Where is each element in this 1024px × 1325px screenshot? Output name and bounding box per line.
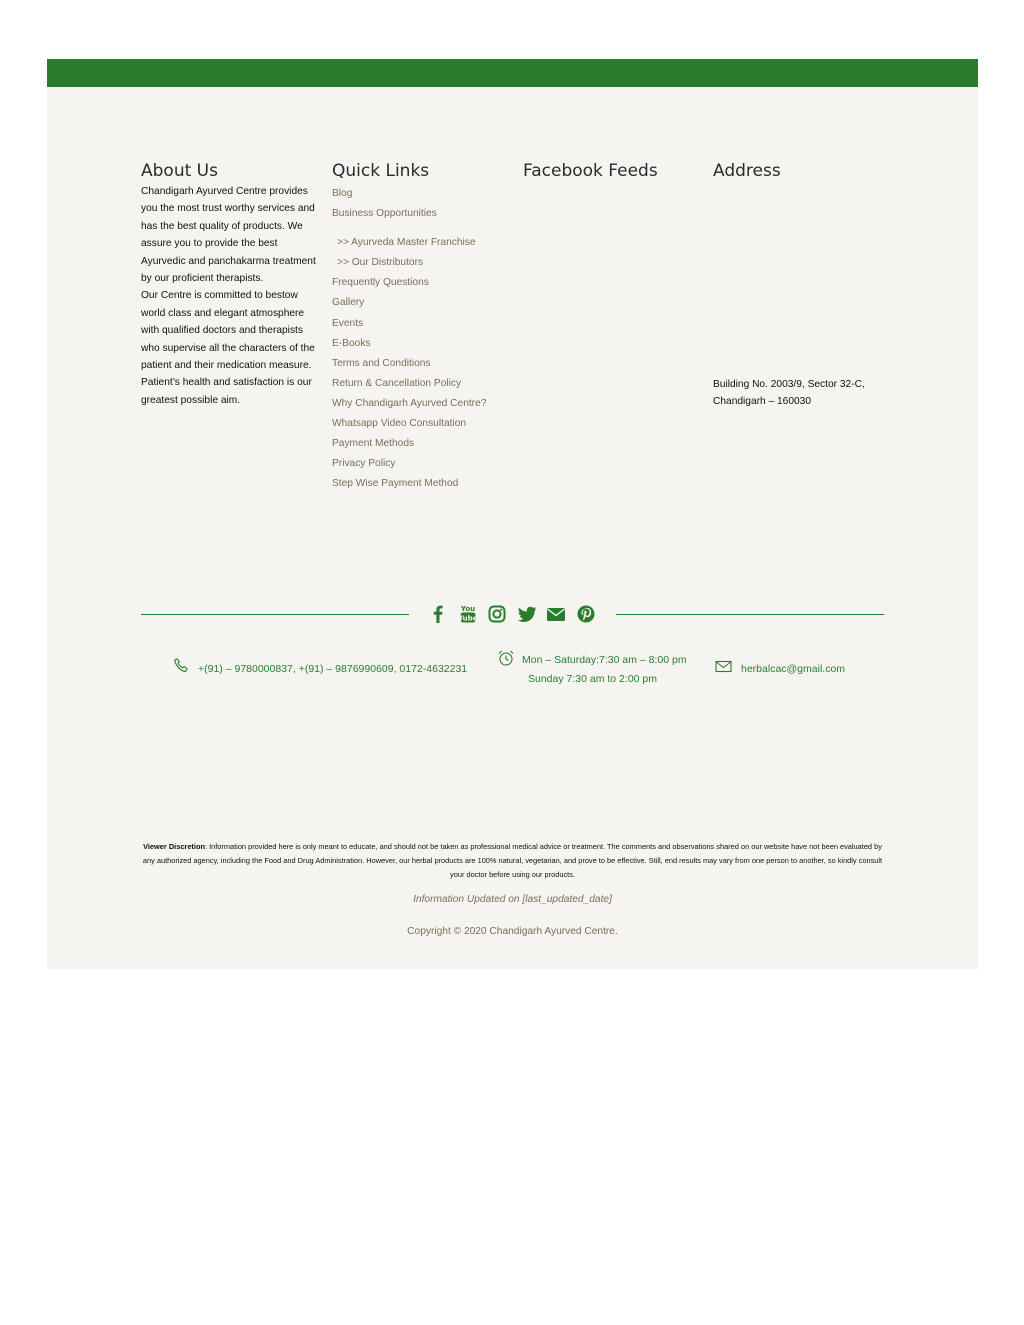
link-gallery[interactable]: Gallery [332, 297, 365, 309]
updated-notice: Information Updated on [last_updated_date] [413, 894, 612, 905]
address-title: Address [713, 161, 781, 181]
link-events[interactable]: Events [332, 317, 364, 329]
link-master-franchise[interactable]: >> Ayurveda Master Franchise [337, 237, 476, 249]
link-terms[interactable]: Terms and Conditions [332, 357, 431, 369]
disclaimer [141, 840, 884, 882]
facebook-feeds-title: Facebook Feeds [523, 161, 658, 181]
about-text [141, 183, 317, 409]
hours-weekdays: Mon – Saturday:7:30 am – 8:00 pm [522, 654, 687, 666]
link-why-us[interactable]: Why Chandigarh Ayurved Centre? [332, 397, 487, 409]
quick-links-list [332, 187, 486, 497]
facebook-icon[interactable] [427, 603, 449, 625]
twitter-icon[interactable] [516, 603, 538, 625]
phone-icon [173, 657, 191, 680]
envelope-icon [715, 660, 733, 679]
link-return-policy[interactable]: Return & Cancellation Policy [332, 377, 462, 389]
phone-numbers[interactable]: +(91) – 9780000837, +(91) – 9876990609, 0172-4632231 [198, 663, 468, 675]
link-privacy-policy[interactable]: Privacy Policy [332, 458, 396, 470]
email-address[interactable]: herbalcac@gmail.com [741, 663, 846, 675]
address-line-2: Chandigarh – 160030 [713, 396, 811, 408]
link-our-distributors[interactable]: >> Our Distributors [337, 257, 424, 269]
about-title: About Us [141, 161, 218, 181]
svg-text:You: You [460, 605, 475, 613]
address-text [713, 376, 893, 411]
svg-text:Tube: Tube [458, 614, 477, 623]
about-paragraph-1: Chandigarh Ayurved Centre provides you the most trust worthy services and has the best quality of products. We assure you to provide the best Ayurvedic and panchakarma treatment by our proficient therapists. [141, 186, 316, 285]
divider-right [616, 614, 884, 615]
link-ebooks[interactable]: E-Books [332, 337, 371, 349]
site-footer [47, 59, 978, 969]
quick-links-title: Quick Links [332, 161, 430, 181]
about-paragraph-2: Our Centre is committed to bestow world class and elegant atmosphere with qualified doctors and therapists who supervise all the characters of the patient and their medication measure. Patient’s health and satisfaction is our greatest possible aim. [141, 290, 315, 406]
instagram-icon[interactable] [486, 603, 508, 625]
social-icons [427, 601, 597, 627]
disclaimer-label: Viewer Discretion [143, 842, 205, 851]
alarm-clock-icon [497, 649, 515, 672]
pinterest-icon[interactable] [575, 603, 597, 625]
link-payment-methods[interactable]: Payment Methods [332, 438, 415, 450]
email-icon[interactable] [545, 603, 567, 625]
disclaimer-text: : Information provided here is only meant to educate, and should not be taken as professional medical advice or treatment. The comments and observations shared on our website have not been evaluated by any authorized agency, including the Food and Drug Administration. However, our herbal products are 100% natural, vegetarian, and prove to be effective. Still, end results may vary from one person to another, so kindly consult your doctor before using our products. [142, 842, 883, 879]
link-blog[interactable]: Blog [332, 188, 353, 199]
copyright: Copyright © 2020 Chandigarh Ayurved Centre. [407, 926, 618, 937]
footer-top-bar [47, 59, 978, 87]
divider-left [141, 614, 409, 615]
hours-sunday: Sunday 7:30 am to 2:00 pm [528, 673, 657, 685]
link-whatsapp-consultation[interactable]: Whatsapp Video Consultation [332, 418, 467, 430]
link-step-wise-payment[interactable]: Step Wise Payment Method [332, 478, 459, 490]
youtube-icon[interactable] [457, 603, 479, 625]
link-business-opportunities[interactable]: Business Opportunities [332, 208, 437, 220]
address-line-1: Building No. 2003/9, Sector 32-C, [713, 379, 865, 390]
link-faq[interactable]: Frequently Questions [332, 277, 429, 289]
